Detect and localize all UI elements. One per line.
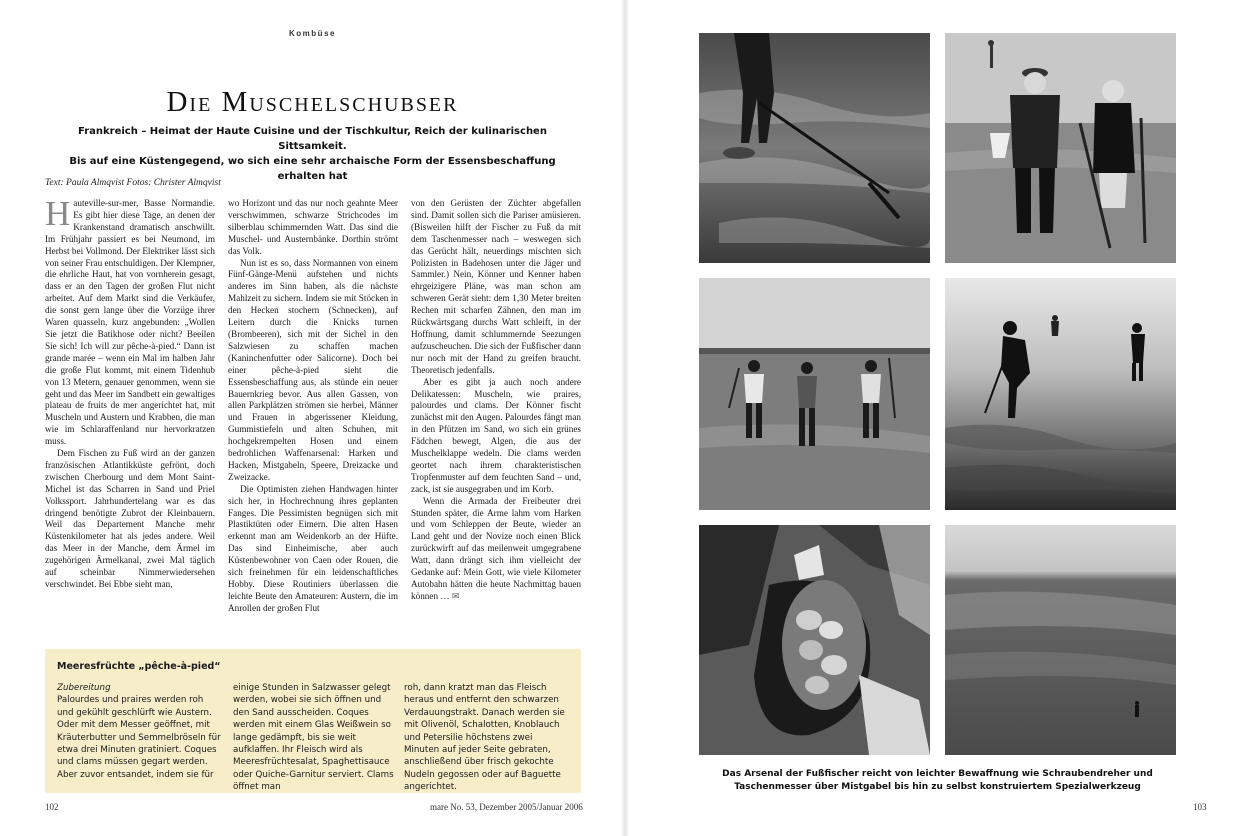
sidebar-column-2: einige Stunden in Salzwasser gelegt werden, wobei sie sich öffnen und den Sand ausscheiden. Coques werden mit einem Glas Weißwein so lange gedämpft, bis sie weit aufklaffen. Ihr Fleisch wird als Meeresfrüchtesalat, Spaghettisauce oder Quiche-Garnitur serviert. Clams öffnet man: [233, 683, 394, 793]
page-number-right: 103: [1193, 802, 1207, 812]
sidebar-subheading: Zubereitung: [57, 683, 111, 693]
article-paragraph: Aber es gibt ja auch noch andere Delikatessen: Muscheln, wie praires, palourdes und clams. Der Könner fischt zunächst mit den Augen. Palourdes fängt man in den Pfützen im Sand, wo sich ein grünes Fädchen bewegt, Algen, die aus der Muschelklappe wedeln. Die clams werden geortet nach ihrem charakteristischen Tropfenmuster auf dem feuchten Sand – und, zack, ist sie ausgegraben und im Korb.: [411, 376, 581, 494]
deck-line: Frankreich – Heimat der Haute Cuisine und der Tischkultur, Reich der kulinarischen Sittsamkeit.: [78, 126, 547, 152]
article-paragraph: Die Optimisten ziehen Handwagen hinter sich her, in Hochrechnung ihres geplanten Fanges. Die Pessimisten begnügen sich mit Plastiktüten oder Eimern. Die alten Hasen erkennt man am Weidenkorb an der Hüfte. Das sind Einheimische, aber auch Küstenbewohner von Caen oder Rouen, die sich freinehmen für ein leidenschaftliches Hobby. Diese Routiniers überlassen die leichte Beute den Amateuren: Austern, die im Anrollen der großen Flut: [228, 483, 398, 613]
recipe-sidebar: [45, 649, 581, 793]
credits: Text: Paula Almqvist Fotos: Christer Almqvist: [45, 178, 221, 188]
photo-distant-figure: [945, 525, 1176, 755]
article-paragraph: wo Horizont und das nur noch geahnte Meer verschwimmen, schwarze Strichcodes im silberblau schimmernden Watt. Das sind die Muschel- und Austernbänke. Dorthin strömt das Volk.: [228, 198, 398, 256]
sidebar-text: Palourdes und praires werden roh und gekühlt geschlürft wie Austern. Oder mit dem Messer geöffnet, mit Kräuterbutter und Semmelbröseln für etwa drei Minuten gratiniert. Coques und clams müssen gegart werden. Aber zuvor entsandet, indem sie für: [57, 695, 221, 780]
photo-rake-legs: [699, 33, 930, 263]
article-paragraph: Dem Fischen zu Fuß wird an der ganzen französischen Atlantikküste gefrönt, doch zwischen Cherbourg und dem Mont Saint-Michel ist das Scharren in Sand und Priel Volkssport. Jahrhundertelang war es das dringend benötigte Zubrot der Kleinbauern. Weil das Departement Manche mehr Küstenkilometer hat als jedes andere. Weil das Meer in der Manche, dem Ärmel im zugehörigen Ärmelkanal, zwei Mal täglich auf scheinbar Nimmerwiedersehen verschwindet. Bei Ebbe sieht man,: [45, 448, 215, 589]
headline: Die Muschelschubser: [166, 86, 459, 118]
article-body: [45, 198, 581, 643]
caption-line: Taschenmesser über Mistgabel bis hin zu selbst konstruiertem Spezialwerkzeug: [734, 782, 1141, 792]
photo-silhouettes-backlit: [945, 278, 1176, 510]
deck-line: Bis auf eine Küstengegend, wo sich eine sehr archaische Form der Essensbeschaffung erhalten hat: [69, 156, 556, 182]
article-paragraph: von den Gerüsten der Züchter abgefallen sind. Damit sollen sich die Pariser amüsieren. (Bisweilen hilft der Fischer zu Fuß da mit dem Taschenmesser nach – weswegen sich das Gerücht hält, neuerdings mischten sich Polizisten in Badehosen unter die Jäger und Sammler.) Nein, Könner und Kenner haben ehrgeizigere Pläne, was man schon am schweren Gerät sieht: dem 1,30 Meter breiten Rechen mit scharfen Zähnen, den man im Rückwärtsgang durchs Watt schleift, in der Hoffnung, damit schlummernde Seezungen aufzuscheuchen. Die sich der Fußfischer dann nur noch mit der Hand zu greifen braucht. Theoretisch jedenfalls.: [411, 198, 581, 375]
spine-gutter: [622, 0, 628, 836]
article-column-2: [228, 198, 398, 643]
sidebar-title: Meeresfrüchte „pêche-à-pied“: [57, 661, 221, 672]
end-mark-icon: ✉: [451, 590, 460, 601]
photo-caption: [699, 768, 1176, 794]
article-paragraph: Wenn die Armada der Freibeuter drei Stunden später, die Arme lahm vom Harken und vom Schleppen der Beute, wieder an Land geht und der Novize noch einen Blick zurückwirft auf das meilenweit umgegrabene Watt, dann drängt sich ihm vielleicht der Gedanke auf: Mein Gott, wie viele Kilometer Autobahn hätten die heute Nachmittag bauen können … ✉: [411, 495, 581, 601]
deck: [45, 124, 580, 184]
page-number-left: 102: [45, 802, 59, 812]
photo-couple-with-tools: [945, 33, 1176, 263]
section-label: Kombüse: [289, 29, 336, 38]
article-paragraph: Nun ist es so, dass Normannen von einem Fünf-Gänge-Menü aufstehen und nichts anderes im Sinn haben, als die nächste Mahlzeit zu sichern. Indem sie mit Stöcken in den Hecken stochern (Schnecken), auf Leitern durch die Knicks turnen (Brombeeren), sich mit der Sichel in den Salzwiesen zu schaffen machen (Kaninchenfutter oder Salicorne). Doch bei einer pêche-à-pied sieht die Essensbeschaffung aus, als stünde ein neuer Bauernkrieg bevor. Aus allen Gassen, von allen Parkplätzen strömen sie herbei, Männer und Frauen in abgerissener Kleidung, Gummistiefeln und alten Schuhen, mit hochgekrempelten Hosen und einem bedrohlichen Waffenarsenal: Harken und Hacken, Mistgabeln, Speere, Dreizacke und Zweizacke.: [228, 257, 398, 482]
article-column-1: [45, 198, 215, 643]
sidebar-column-1: [57, 682, 222, 781]
article-column-3: [411, 198, 581, 643]
article-paragraph: Hauteville-sur-mer, Basse Normandie. Es gibt hier diese Tage, an denen der Krankenstand dramatisch anschwillt. Im Frühjahr passiert es bei Neumond, im Herbst bei Vollmond. Der Elektriker lässt sich von seiner Frau entschuldigen. Der Klempner, die ehrliche Haut, hat von vornherein gesagt, dass er an den Tagen der großen Flut nicht arbeitet. Auf dem Markt sind die Verkäufer, die sonst gern lange über die Vorzüge ihrer Waren quasseln, kurz angebunden: „Wollen Sie jetzt die Batikhose oder nicht? Beeilen Sie sich! Ich will zur pêche-à-pied.“ Dann ist grande marée – wenn ein Mal im halben Jahr die große Flut kommt, mit einem Tidenhub von 13 Metern, genauer genommen, wenn sie geht und das Meer im Sandbett ein gewaltiges plateau de fruits de mer angerichtet hat, mit Muscheln und Austern und Krabben, die man wie im Schlaraffenland nur hervorkratzen muss.: [45, 198, 215, 447]
caption-line: Das Arsenal der Fußfischer reicht von leichter Bewaffnung wie Schraubendreher und: [722, 769, 1153, 779]
drop-cap: H: [45, 198, 71, 233]
issue-info: mare No. 53, Dezember 2005/Januar 2006: [430, 802, 583, 812]
photo-basket-shellfish: [699, 525, 930, 755]
photo-three-walkers: [699, 278, 930, 510]
sidebar-column-3: roh, dann kratzt man das Fleisch heraus und entfernt den schwarzen Verdauungstrakt. Danach werden sie mit Olivenöl, Schalotten, Knoblauch und Petersilie höchstens zwei Minuten auf jeder Seite gebraten, anschließend über frisch gekochte Nudeln gegossen oder auf Baguette angerichtet.: [404, 683, 565, 793]
